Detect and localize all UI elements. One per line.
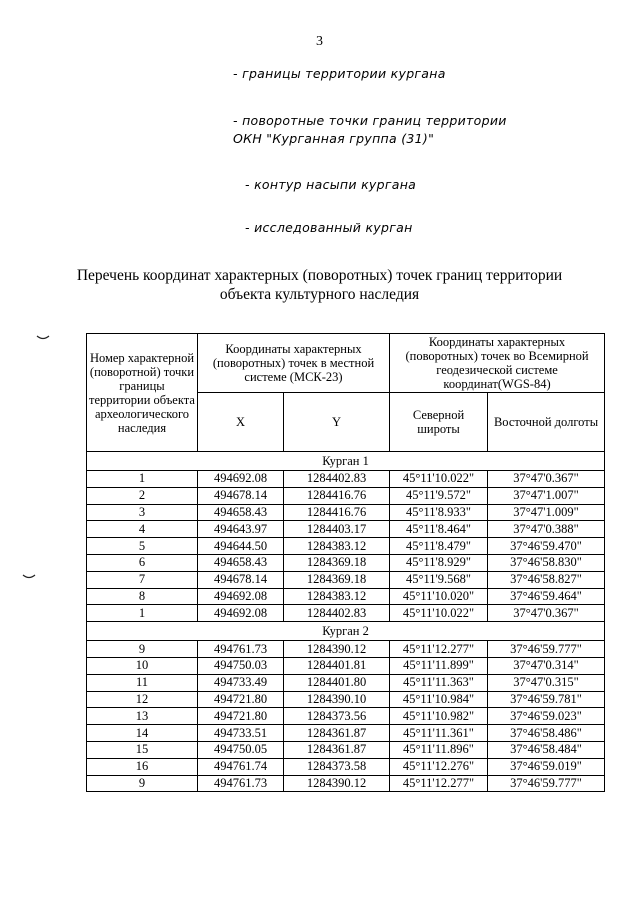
- longitude-cell: 37°47'1.009": [488, 504, 605, 521]
- longitude-cell: 37°46'59.464": [488, 588, 605, 605]
- x-coordinate-cell: 494643.97: [198, 521, 284, 538]
- latitude-cell: 45°11'11.361": [390, 725, 488, 742]
- latitude-cell: 45°11'11.896": [390, 741, 488, 758]
- point-number-cell: 8: [87, 588, 198, 605]
- longitude-cell: 37°46'58.486": [488, 725, 605, 742]
- latitude-cell: 45°11'11.363": [390, 674, 488, 691]
- y-coordinate-cell: 1284390.12: [284, 641, 390, 658]
- table-row: [87, 775, 605, 792]
- header-latitude: Северной широты: [390, 393, 488, 452]
- latitude-cell: 45°11'10.020": [390, 588, 488, 605]
- y-coordinate-cell: 1284369.18: [284, 571, 390, 588]
- longitude-cell: 37°47'0.367": [488, 471, 605, 488]
- latitude-cell: 45°11'10.022": [390, 471, 488, 488]
- header-local-coordinates: Координаты характерных (поворотных) точек в местной системе (МСК-23): [198, 334, 390, 393]
- point-number-cell: 4: [87, 521, 198, 538]
- latitude-cell: 45°11'12.276": [390, 758, 488, 775]
- longitude-cell: 37°46'59.777": [488, 641, 605, 658]
- latitude-cell: 45°11'8.464": [390, 521, 488, 538]
- x-coordinate-cell: 494692.08: [198, 605, 284, 622]
- x-coordinate-cell: 494750.03: [198, 657, 284, 674]
- point-number-cell: 9: [87, 641, 198, 658]
- y-coordinate-cell: 1284401.80: [284, 674, 390, 691]
- point-number-cell: 9: [87, 775, 198, 792]
- header-point-number: Номер характерной (поворотной) точки границы территории объекта археологического наследия: [87, 334, 198, 452]
- longitude-cell: 37°46'58.827": [488, 571, 605, 588]
- section-title: Курган 2: [87, 622, 605, 641]
- longitude-cell: 37°47'0.388": [488, 521, 605, 538]
- y-coordinate-cell: 1284361.87: [284, 725, 390, 742]
- longitude-cell: 37°46'59.777": [488, 775, 605, 792]
- y-coordinate-cell: 1284402.83: [284, 471, 390, 488]
- table-row: [87, 741, 605, 758]
- table-row: [87, 691, 605, 708]
- header-x: X: [198, 393, 284, 452]
- x-coordinate-cell: 494750.05: [198, 741, 284, 758]
- longitude-cell: 37°47'0.315": [488, 674, 605, 691]
- point-number-cell: 1: [87, 605, 198, 622]
- table-row: [87, 487, 605, 504]
- y-coordinate-cell: 1284401.81: [284, 657, 390, 674]
- point-number-cell: 16: [87, 758, 198, 775]
- table-row: [87, 641, 605, 658]
- x-coordinate-cell: 494761.73: [198, 641, 284, 658]
- table-row: [87, 758, 605, 775]
- legend-label: - контур насыпи кургана: [245, 177, 417, 192]
- x-coordinate-cell: 494678.14: [198, 571, 284, 588]
- y-coordinate-cell: 1284402.83: [284, 605, 390, 622]
- x-coordinate-cell: 494678.14: [198, 487, 284, 504]
- x-coordinate-cell: 494733.49: [198, 674, 284, 691]
- legend-label: - исследованный курган: [245, 220, 413, 235]
- section-title: Курган 1: [87, 452, 605, 471]
- y-coordinate-cell: 1284390.12: [284, 775, 390, 792]
- y-coordinate-cell: 1284390.10: [284, 691, 390, 708]
- x-coordinate-cell: 494761.74: [198, 758, 284, 775]
- legend-mound-contour: [245, 177, 416, 192]
- table-row: [87, 657, 605, 674]
- table-row: [87, 708, 605, 725]
- x-coordinate-cell: 494692.08: [198, 471, 284, 488]
- legend-label-line2: ОКН "Курганная группа (31)": [233, 131, 435, 146]
- x-coordinate-cell: 494733.51: [198, 725, 284, 742]
- longitude-cell: 37°47'0.367": [488, 605, 605, 622]
- page-title: [0, 266, 639, 304]
- latitude-cell: 45°11'12.277": [390, 641, 488, 658]
- longitude-cell: 37°47'0.314": [488, 657, 605, 674]
- y-coordinate-cell: 1284361.87: [284, 741, 390, 758]
- x-coordinate-cell: 494761.73: [198, 775, 284, 792]
- longitude-cell: 37°47'1.007": [488, 487, 605, 504]
- point-number-cell: 11: [87, 674, 198, 691]
- y-coordinate-cell: 1284416.76: [284, 504, 390, 521]
- title-line-2: объекта культурного наследия: [219, 286, 420, 303]
- scan-mark-2: [22, 573, 36, 581]
- x-coordinate-cell: 494658.43: [198, 504, 284, 521]
- latitude-cell: 45°11'10.984": [390, 691, 488, 708]
- header-y: Y: [284, 393, 390, 452]
- y-coordinate-cell: 1284373.58: [284, 758, 390, 775]
- point-number-cell: 14: [87, 725, 198, 742]
- longitude-cell: 37°46'59.019": [488, 758, 605, 775]
- x-coordinate-cell: 494644.50: [198, 538, 284, 555]
- longitude-cell: 37°46'58.830": [488, 554, 605, 571]
- point-number-cell: 7: [87, 571, 198, 588]
- latitude-cell: 45°11'9.572": [390, 487, 488, 504]
- latitude-cell: 45°11'8.933": [390, 504, 488, 521]
- header-wgs-coordinates: Координаты характерных (поворотных) точек во Всемирной геодезической системе координат(WGS-84): [390, 334, 605, 393]
- table-row: [87, 554, 605, 571]
- point-number-cell: 13: [87, 708, 198, 725]
- point-number-cell: 6: [87, 554, 198, 571]
- latitude-cell: 45°11'8.479": [390, 538, 488, 555]
- table-row: [87, 538, 605, 555]
- y-coordinate-cell: 1284383.12: [284, 588, 390, 605]
- table-row: [87, 571, 605, 588]
- table-row: [87, 674, 605, 691]
- latitude-cell: 45°11'12.277": [390, 775, 488, 792]
- latitude-cell: 45°11'9.568": [390, 571, 488, 588]
- latitude-cell: 45°11'10.022": [390, 605, 488, 622]
- legend-label: - поворотные точки границ территории: [233, 113, 507, 128]
- point-number-cell: 5: [87, 538, 198, 555]
- legend-territory-boundary: [233, 66, 446, 81]
- coordinates-table: [86, 333, 605, 792]
- section-row: [87, 452, 605, 471]
- latitude-cell: 45°11'10.982": [390, 708, 488, 725]
- table-body: [87, 452, 605, 792]
- point-number-cell: 15: [87, 741, 198, 758]
- point-number-cell: 2: [87, 487, 198, 504]
- longitude-cell: 37°46'59.023": [488, 708, 605, 725]
- y-coordinate-cell: 1284416.76: [284, 487, 390, 504]
- x-coordinate-cell: 494721.80: [198, 691, 284, 708]
- y-coordinate-cell: 1284369.18: [284, 554, 390, 571]
- table-row: [87, 588, 605, 605]
- y-coordinate-cell: 1284373.56: [284, 708, 390, 725]
- table-row: [87, 725, 605, 742]
- section-row: [87, 622, 605, 641]
- table-row: [87, 471, 605, 488]
- x-coordinate-cell: 494692.08: [198, 588, 284, 605]
- header-longitude: Восточной долготы: [488, 393, 605, 452]
- point-number-cell: 1: [87, 471, 198, 488]
- latitude-cell: 45°11'8.929": [390, 554, 488, 571]
- page-number: 3: [316, 34, 323, 49]
- legend-turning-points: [233, 113, 507, 146]
- latitude-cell: 45°11'11.899": [390, 657, 488, 674]
- point-number-cell: 3: [87, 504, 198, 521]
- legend-investigated-mound: [245, 220, 413, 235]
- title-line-1: Перечень координат характерных (поворотных) точек границ территории: [76, 267, 563, 284]
- longitude-cell: 37°46'59.781": [488, 691, 605, 708]
- scan-mark-1: [36, 334, 50, 342]
- longitude-cell: 37°46'58.484": [488, 741, 605, 758]
- legend-label: - границы территории кургана: [233, 66, 446, 81]
- y-coordinate-cell: 1284383.12: [284, 538, 390, 555]
- table-row: [87, 504, 605, 521]
- table-row: [87, 521, 605, 538]
- point-number-cell: 10: [87, 657, 198, 674]
- longitude-cell: 37°46'59.470": [488, 538, 605, 555]
- table-row: [87, 605, 605, 622]
- x-coordinate-cell: 494721.80: [198, 708, 284, 725]
- point-number-cell: 12: [87, 691, 198, 708]
- x-coordinate-cell: 494658.43: [198, 554, 284, 571]
- y-coordinate-cell: 1284403.17: [284, 521, 390, 538]
